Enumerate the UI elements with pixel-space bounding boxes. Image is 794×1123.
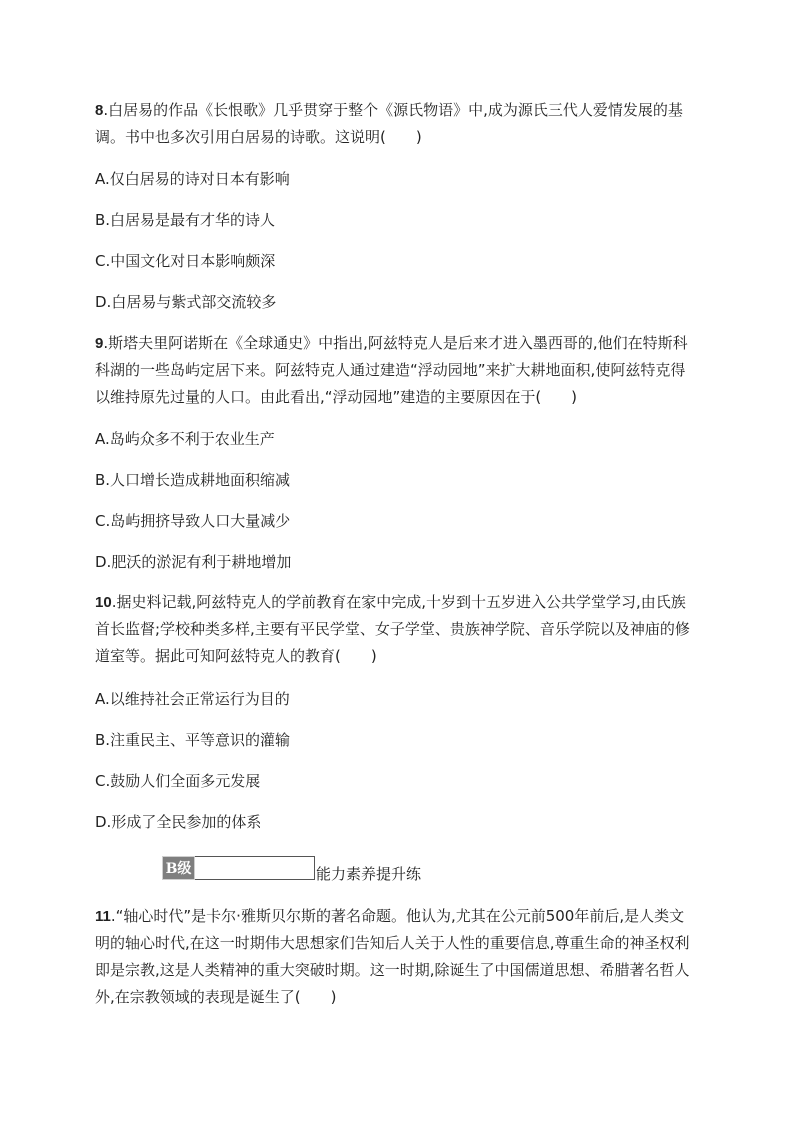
- question-8-stem: 8.白居易的作品《长恨歌》几乎贯穿于整个《源氏物语》中,成为源氏三代人爱情发展的基调。书中也多次引用白居易的诗歌。这说明( ): [95, 101, 683, 146]
- question-10: [95, 589, 699, 670]
- question-8-option-b: B.白居易是最有才华的诗人: [95, 211, 276, 229]
- question-10-option-d: D.形成了全民参加的体系: [95, 813, 262, 831]
- question-9-option-c: C.岛屿拥挤导致人口大量减少: [95, 512, 291, 530]
- question-10-option-a: A.以维持社会正常运行为目的: [95, 690, 290, 708]
- question-9-stem: 9.斯塔夫里阿诺斯在《全球通史》中指出,阿兹特克人是后来才进入墨西哥的,他们在特斯科科湖的一些岛屿定居下来。阿兹特克人通过建造“浮动园地”来扩大耕地面积,使阿兹特克得以维持原先过量的人口。由此看出,“浮动园地”建造的主要原因在于( ): [95, 334, 688, 406]
- question-10-option-c: C.鼓励人们全面多元发展: [95, 772, 261, 790]
- section-title: 能力素养提升练: [316, 865, 422, 883]
- question-10-option-b: B.注重民主、平等意识的灌输: [95, 731, 291, 749]
- question-8-number: 8: [95, 102, 104, 119]
- question-11-stem: 11.“轴心时代”是卡尔·雅斯贝尔斯的著名命题。他认为,尤其在公元前500年前后,是人类文明的轴心时代,在这一时期伟大思想家们告知后人关于人性的重要信息,尊重生命的神圣权利即是宗教,这是人类精神的重大突破时期。这一时期,除诞生了中国儒道思想、希腊著名哲人外,在宗教领域的表现是诞生了( ): [95, 907, 690, 1006]
- question-9-option-a: A.岛屿众多不利于农业生产: [95, 430, 275, 448]
- section-heading-box: [195, 856, 315, 880]
- question-10-stem: 10.据史料记载,阿兹特克人的学前教育在家中完成,十岁到十五岁进入公共学堂学习,由氏族首长监督;学校种类多样,主要有平民学堂、女子学堂、贵族神学院、音乐学院以及神庙的修道室等。据此可知阿兹特克人的教育( ): [95, 593, 690, 665]
- question-8: [95, 97, 699, 151]
- question-8-option-d: D.白居易与紫式部交流较多: [95, 293, 277, 311]
- section-level-badge: B级: [162, 856, 195, 880]
- question-9: [95, 330, 699, 411]
- question-11-number: 11: [95, 908, 111, 925]
- question-8-option-a: A.仅白居易的诗对日本有影响: [95, 170, 290, 188]
- question-10-number: 10: [95, 594, 112, 611]
- question-9-option-b: B.人口增长造成耕地面积缩减: [95, 471, 291, 489]
- question-9-option-d: D.肥沃的淤泥有利于耕地增加: [95, 553, 292, 571]
- question-11: [95, 903, 699, 1011]
- question-9-number: 9: [95, 335, 104, 352]
- section-heading: [162, 856, 421, 884]
- question-8-option-c: C.中国文化对日本影响颇深: [95, 252, 276, 270]
